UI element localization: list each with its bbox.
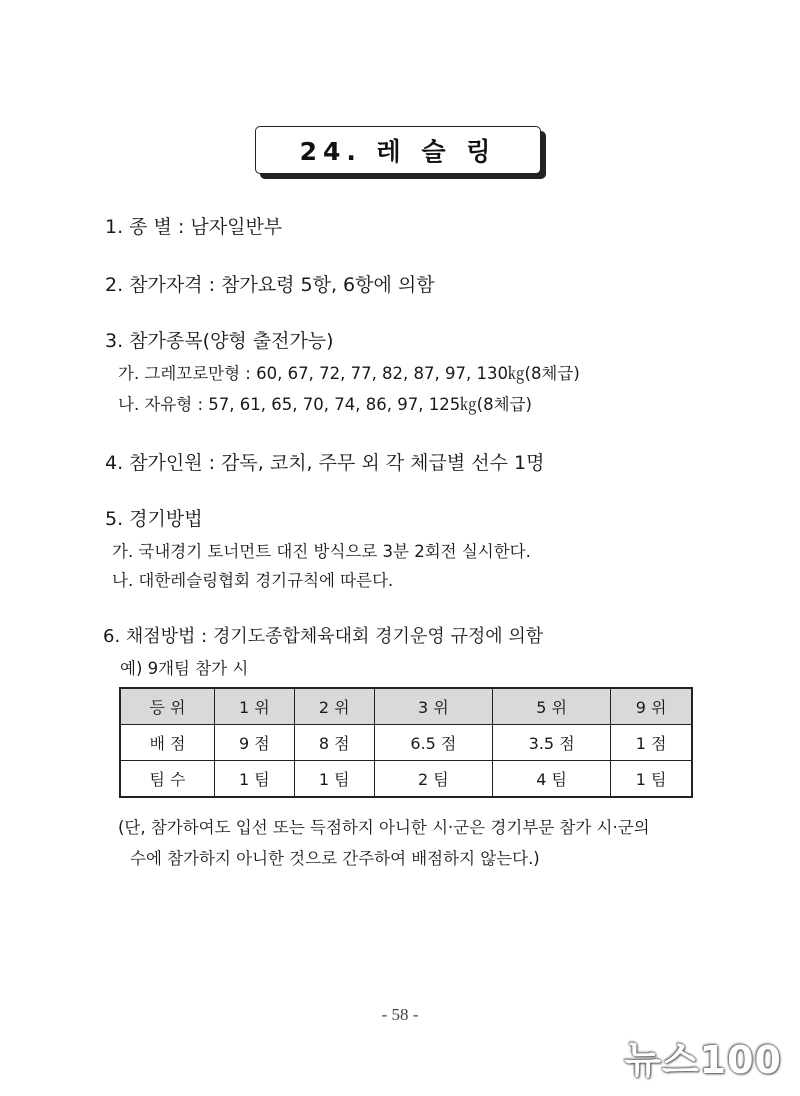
header-cell: 5 위: [493, 688, 611, 725]
table-cell: 4 팀: [493, 761, 611, 798]
table-cell: 2 팀: [374, 761, 492, 798]
score-table: [119, 687, 693, 798]
table-row: [120, 725, 692, 761]
watermark-logo: 뉴스100: [624, 1038, 782, 1082]
title-box: [255, 126, 541, 174]
section-4-participants: 4. 참가인원 : 감독, 코치, 주무 외 각 체급별 선수 1명: [105, 452, 545, 474]
table-header-row: [120, 688, 692, 725]
section-5-rules: 나. 대한레슬링협회 경기규칙에 따른다.: [112, 571, 394, 590]
section-6-scoring: 6. 채점방법 : 경기도종합체육대회 경기운영 규정에 의함: [103, 626, 544, 647]
section-3-greco-roman: 가. 그레꼬로만형 : 60, 67, 72, 77, 82, 87, 97, 130㎏(8체급): [118, 364, 580, 383]
table-cell: 1 팀: [611, 761, 692, 798]
section-5-method: 5. 경기방법: [105, 508, 203, 530]
table-cell: 1 점: [611, 725, 692, 761]
table-row: [120, 761, 692, 798]
note-line-1: (단, 참가하여도 입선 또는 득점하지 아니한 시·군은 경기부문 참가 시·군의: [118, 818, 650, 837]
header-cell: 등 위: [120, 688, 214, 725]
page-number: - 58 -: [381, 1005, 419, 1024]
table-cell: 배 점: [120, 725, 214, 761]
table-cell: 9 점: [214, 725, 294, 761]
table-cell: 1 팀: [294, 761, 374, 798]
header-cell: 3 위: [374, 688, 492, 725]
header-cell: 2 위: [294, 688, 374, 725]
section-6-example: 예) 9개팀 참가 시: [120, 659, 249, 678]
section-3-freestyle: 나. 자유형 : 57, 61, 65, 70, 74, 86, 97, 125㎏(8체급): [118, 395, 532, 414]
table-cell: 6.5 점: [374, 725, 492, 761]
table-cell: 3.5 점: [493, 725, 611, 761]
page-title: 24. 레 슬 링: [299, 137, 497, 166]
table-cell: 팀 수: [120, 761, 214, 798]
table-cell: 1 팀: [214, 761, 294, 798]
table-cell: 8 점: [294, 725, 374, 761]
section-2-eligibility: 2. 참가자격 : 참가요령 5항, 6항에 의함: [105, 274, 435, 296]
header-cell: 9 위: [611, 688, 692, 725]
note-line-2: 수에 참가하지 아니한 것으로 간주하여 배점하지 않는다.): [130, 849, 540, 868]
header-cell: 1 위: [214, 688, 294, 725]
section-1-category: 1. 종 별 : 남자일반부: [105, 216, 283, 238]
section-5-tournament: 가. 국내경기 토너먼트 대진 방식으로 3분 2회전 실시한다.: [112, 542, 531, 561]
section-3-events: 3. 참가종목(양형 출전가능): [105, 330, 334, 352]
